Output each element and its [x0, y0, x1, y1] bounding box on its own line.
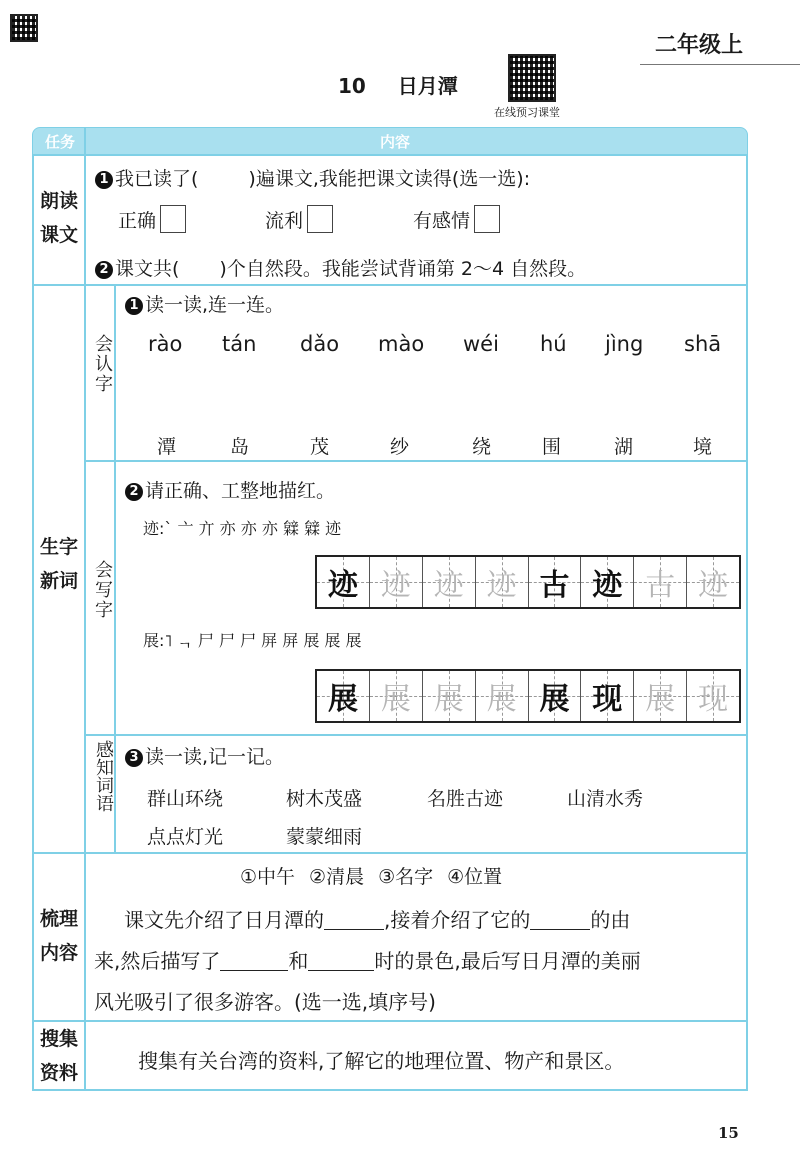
grid-cell: 展: [633, 671, 686, 721]
pinyin-item[interactable]: tán: [222, 332, 257, 356]
option-checkbox[interactable]: [160, 205, 186, 233]
research-label-line1: 搜集: [39, 1028, 78, 1050]
words-instruction: [125, 742, 284, 769]
q2-text-a: 课文共(: [115, 258, 180, 280]
pinyin-item[interactable]: rào: [148, 332, 183, 356]
fill-blank[interactable]: [530, 909, 590, 930]
header-task: 任务: [44, 133, 75, 151]
words-text: 读一读,记一记。: [145, 746, 285, 768]
character-item[interactable]: 湖: [614, 436, 634, 458]
pinyin-item[interactable]: hú: [540, 332, 567, 356]
grid-cell: 展: [422, 671, 475, 721]
vocab-label-line1: 生字: [39, 536, 78, 558]
fill-blank[interactable]: [220, 950, 288, 971]
option-label: 正确: [118, 210, 157, 232]
q2-text-b: )个自然段。我能尝试背诵第 2～4 自然段。: [219, 258, 587, 280]
grid-cell: 古: [633, 557, 686, 607]
vocab-label-line2: 新词: [39, 570, 78, 592]
grid-cell: 迹: [580, 557, 633, 607]
recognize-instruction: [125, 290, 284, 317]
pinyin-item[interactable]: wéi: [463, 332, 499, 356]
summary-line-2: 来,然后描写了 和 时的景色,最后写日月潭的美丽: [94, 949, 641, 973]
grid-cell: 迹: [369, 557, 422, 607]
row-divider: [33, 852, 747, 854]
summary-label-line1: 梳理: [39, 908, 78, 930]
grid-cell: 迹: [422, 557, 475, 607]
row-divider: [84, 734, 747, 736]
choice-item: ④位置: [447, 866, 503, 888]
recognize-number-badge: 1: [125, 297, 143, 315]
words-label: 感知词语: [93, 740, 114, 812]
lesson-title: [338, 70, 458, 99]
character-item[interactable]: 潭: [157, 436, 177, 458]
option-checkbox[interactable]: [474, 205, 500, 233]
write-instruction: [125, 476, 335, 503]
summary-label-line2: 内容: [39, 942, 78, 964]
reading-label-line1: 朗读: [39, 190, 78, 212]
pinyin-item[interactable]: jìng: [605, 332, 644, 356]
write-label: 会写字: [92, 560, 113, 620]
qr-caption: 在线预习课堂: [494, 106, 560, 119]
option-label: 流利: [265, 210, 304, 232]
character-item[interactable]: 围: [542, 436, 562, 458]
choice-item: ①中午: [240, 866, 296, 888]
grid-cell: 现: [686, 671, 739, 721]
character-item[interactable]: 绕: [472, 436, 492, 458]
reading-q1: [95, 164, 530, 191]
vocab-label: [34, 530, 84, 598]
corner-qr-code: [10, 14, 38, 42]
grid-cell: 迹: [475, 557, 528, 607]
summary-line-1: 课文先介绍了日月潭的 ,接着介绍了它的 的由: [124, 908, 631, 932]
lesson-name: 日月潭: [397, 74, 458, 98]
pinyin-item[interactable]: shā: [684, 332, 722, 356]
option-fluent: [265, 205, 333, 233]
option-label: 有感情: [413, 210, 471, 232]
pinyin-item[interactable]: dǎo: [300, 332, 340, 356]
word-item: 树木茂盛: [286, 788, 363, 810]
q2-number-badge: 2: [95, 261, 113, 279]
grid-cell: 迹: [317, 557, 369, 607]
research-label: [34, 1022, 84, 1090]
grade-label: 二年级上: [655, 33, 744, 58]
reading-label: [34, 184, 84, 252]
research-label-line2: 资料: [39, 1062, 78, 1084]
write-text: 请正确、工整地描红。: [145, 480, 336, 502]
tracing-grid-2[interactable]: [315, 669, 741, 723]
row-divider: [84, 460, 747, 462]
tracing-grid-1[interactable]: [315, 555, 741, 609]
option-expressive: [413, 205, 500, 233]
recognize-label: 会认字: [92, 334, 113, 394]
summary-label: [34, 902, 84, 970]
write-number-badge: 2: [125, 483, 143, 501]
word-item: 群山环绕: [147, 788, 224, 810]
row-divider: [33, 284, 747, 286]
reading-label-line2: 课文: [39, 224, 78, 246]
word-item: 山清水秀: [567, 788, 644, 810]
grid-cell: 展: [528, 671, 581, 721]
grid-cell: 展: [317, 671, 369, 721]
character-item[interactable]: 境: [693, 436, 713, 458]
header-content: 内容: [380, 133, 411, 151]
word-item: 蒙蒙细雨: [286, 826, 363, 848]
fill-blank[interactable]: [324, 909, 384, 930]
words-number-badge: 3: [125, 749, 143, 767]
grade-underline: [640, 64, 800, 65]
page-number: 15: [718, 1124, 739, 1142]
subcolumn-divider: [114, 286, 116, 852]
q1-text-b: )遍课文,我能把课文读得(选一选):: [248, 168, 531, 190]
summary-choices: [240, 862, 502, 889]
character-item[interactable]: 纱: [390, 436, 410, 458]
grid-cell: 现: [580, 671, 633, 721]
row-divider: [33, 1020, 747, 1022]
character-item[interactable]: 茂: [310, 436, 330, 458]
q1-number-badge: 1: [95, 171, 113, 189]
stroke-order-2: 展:˥ ᆨ 尸 尸 尸 屏 屏 展 展 展: [143, 631, 362, 650]
summary-line-3: 风光吸引了很多游客。(选一选,填序号): [94, 990, 436, 1014]
grid-cell: 展: [475, 671, 528, 721]
word-item: 点点灯光: [147, 826, 224, 848]
option-checkbox[interactable]: [307, 205, 333, 233]
q1-text-a: 我已读了(: [115, 168, 199, 190]
character-item[interactable]: 岛: [230, 436, 250, 458]
pinyin-item[interactable]: mào: [378, 332, 425, 356]
grid-cell: 古: [528, 557, 581, 607]
choice-item: ②清晨: [309, 866, 365, 888]
column-divider: [84, 128, 86, 1090]
stroke-order-1: 迹:` 亠 亣 亦 亦 亦 䢄 䢄 迹: [143, 519, 342, 538]
word-item: 名胜古迹: [427, 788, 504, 810]
research-text: 搜集有关台湾的资料,了解它的地理位置、物产和景区。: [138, 1049, 625, 1073]
grid-cell: 展: [369, 671, 422, 721]
option-correct: [118, 205, 186, 233]
grid-cell: 迹: [686, 557, 739, 607]
lesson-number: 10: [338, 74, 366, 98]
reading-q2: [95, 254, 586, 281]
row-divider: [33, 154, 747, 156]
lesson-qr-code[interactable]: [508, 54, 556, 102]
choice-item: ③名字: [378, 866, 434, 888]
fill-blank[interactable]: [308, 950, 374, 971]
recognize-text: 读一读,连一连。: [145, 294, 285, 316]
